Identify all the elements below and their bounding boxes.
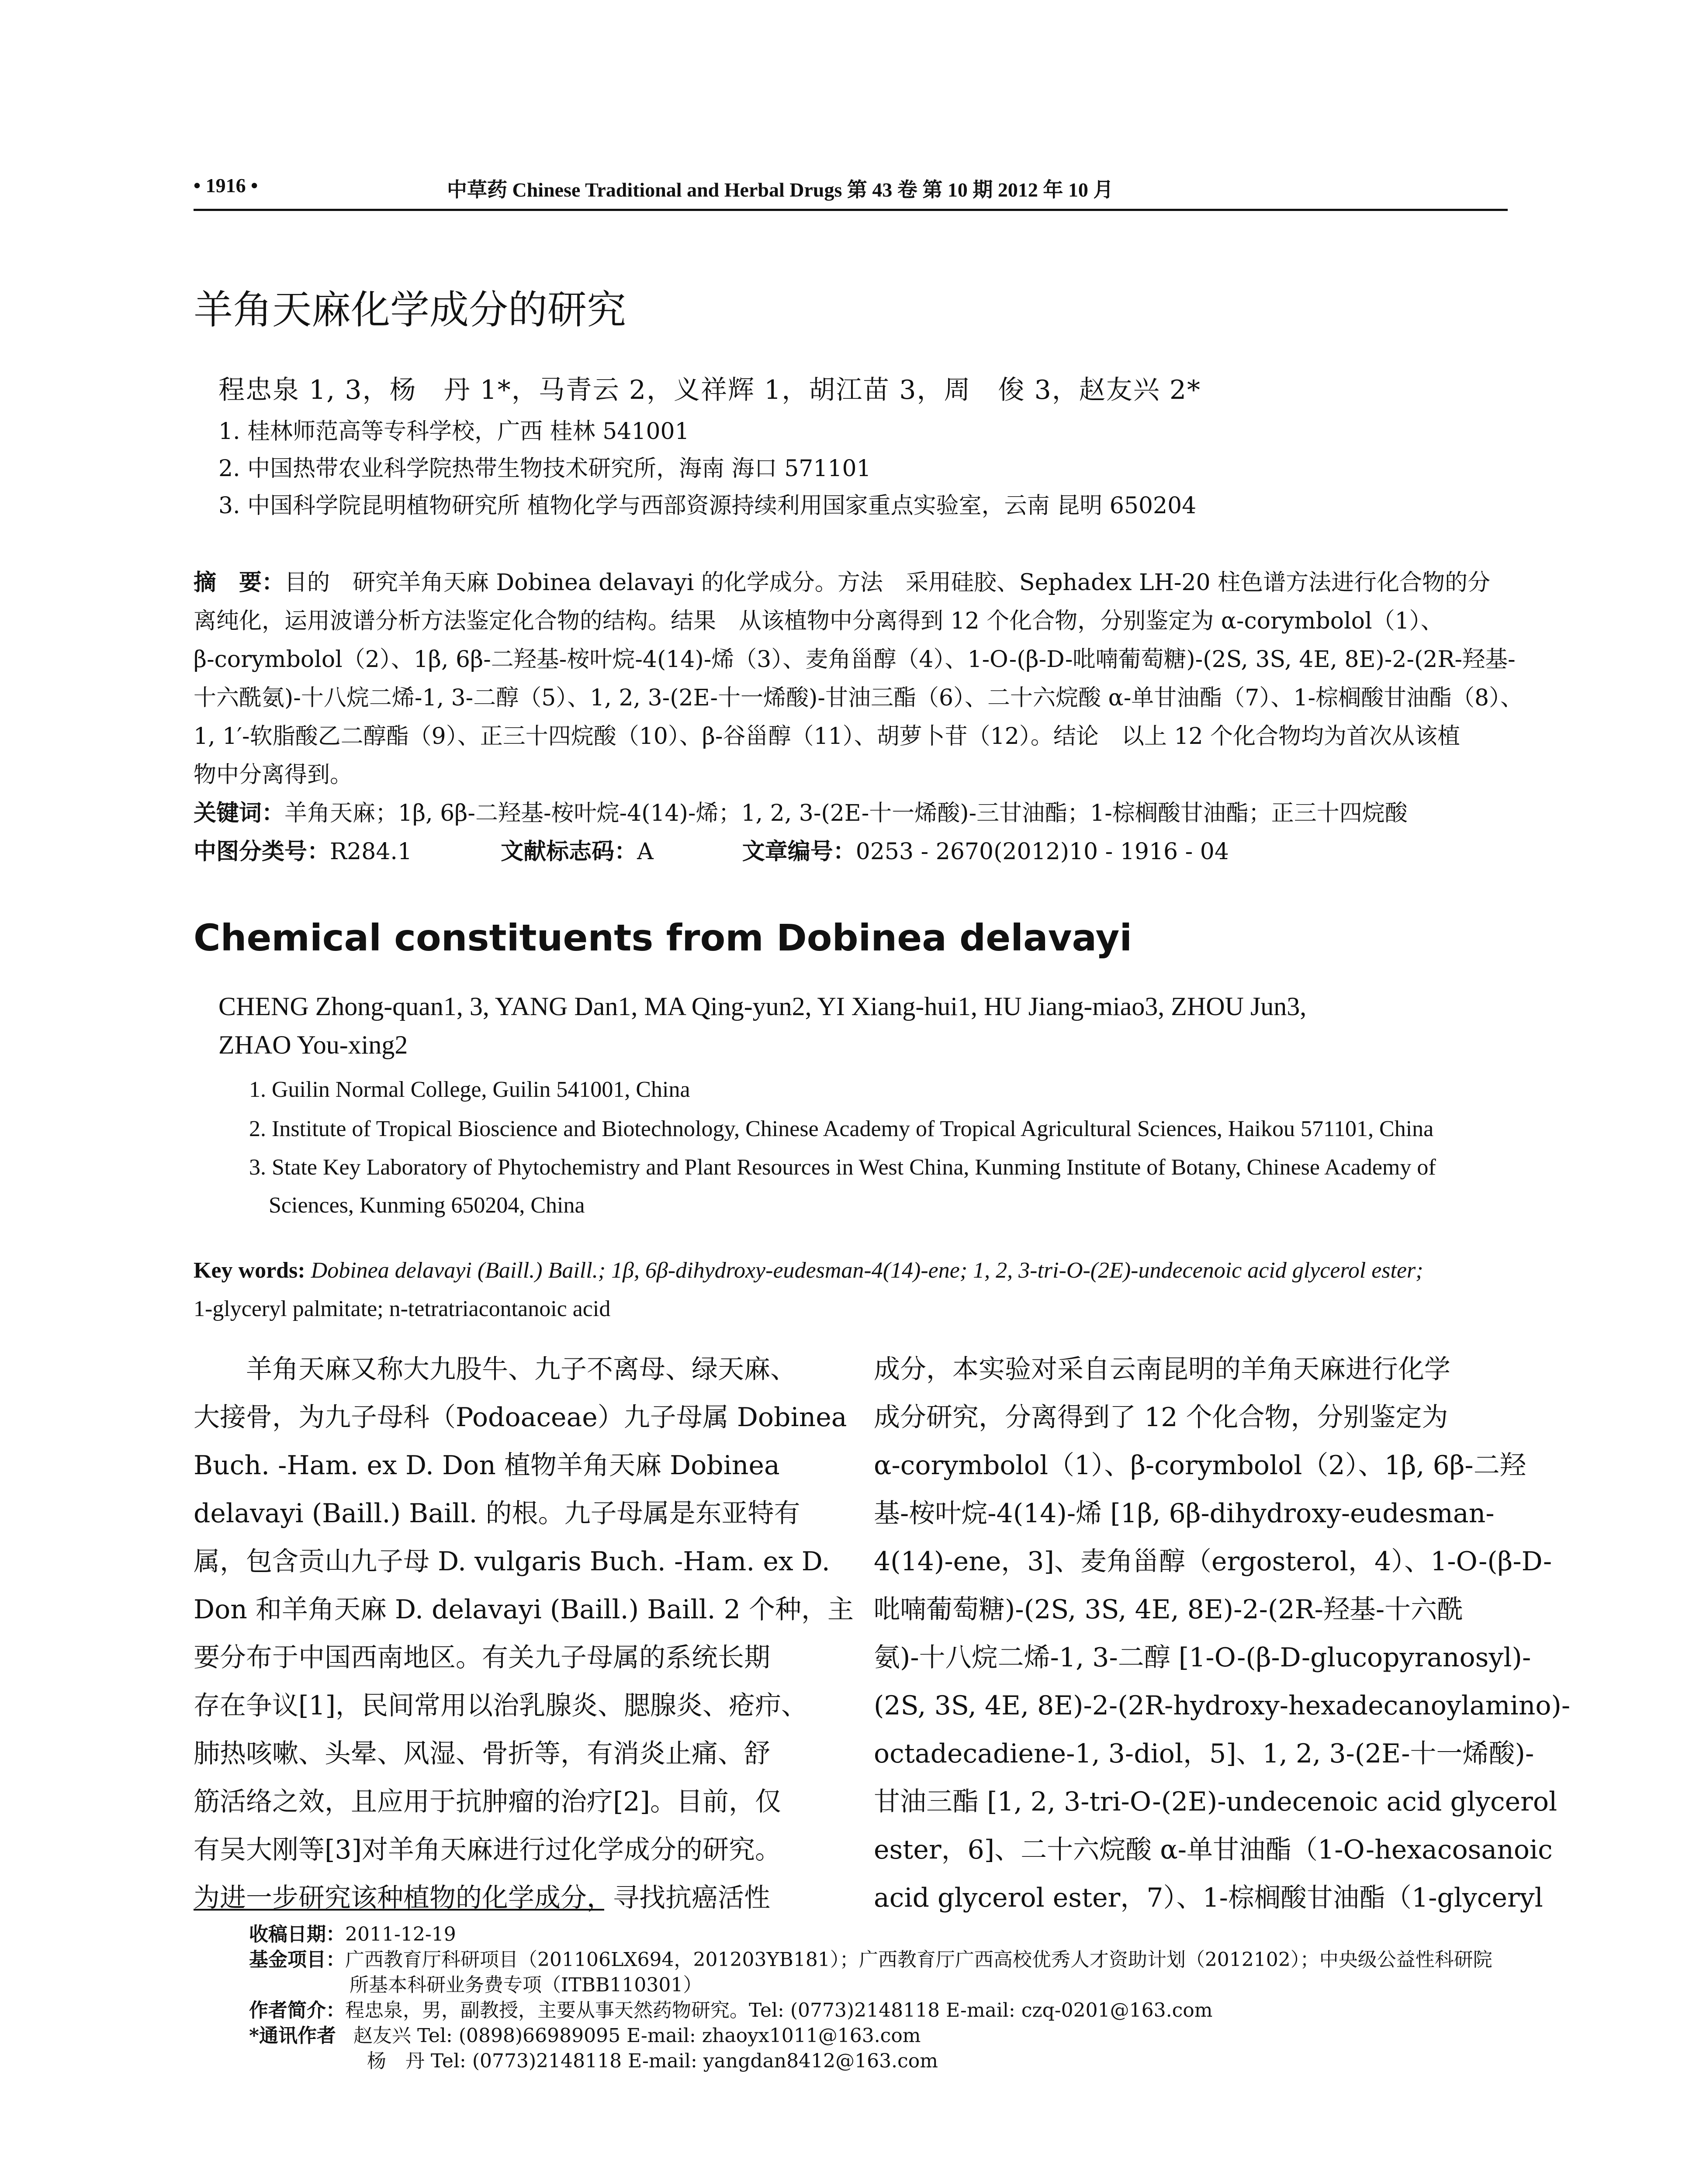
affiliation-zh-3: 3. 中国科学院昆明植物研究所 植物化学与西部资源持续利用国家重点实验室，云南 昆明 650204 [218,493,1197,519]
classification-line [194,833,1508,871]
affiliation-en-3-cont: Sciences, Kunming 650204, China [269,1193,585,1218]
body-line: 吡喃葡萄糖)-(2S, 3S, 4E, 8E)-2-(2R-羟基-十六酰 [874,1594,1464,1625]
abstract-line: β-corymbolol（2）、1β, 6β-二羟基-桉叶烷-4(14)-烯（3）、麦角甾醇（4）、1-O-(β-D-吡喃葡萄糖)-(2S, 3S, 4E, 8E)-2-(2R-羟基- [194,646,1516,673]
affiliation-en-3: 3. State Key Laboratory of Phytochemistry and Plant Resources in West China, Kunming Institute of Botany, Chinese Academy of [249,1155,1436,1180]
body-line: 筋活络之效，且应用于抗肿瘤的治疗[2]。目前，仅 [194,1787,781,1817]
keywords-en-line: 1-glyceryl palmitate; n-tetratriacontanoic acid [194,1296,611,1321]
affiliation-en-2: 2. Institute of Tropical Bioscience and Biotechnology, Chinese Academy of Tropical Agricultural Sciences, Haikou 571101, China [249,1116,1434,1141]
footnote-rule [194,1909,604,1911]
keywords-label: 关键词： [194,800,285,826]
header-rule [194,209,1508,211]
abstract-zh [194,563,1523,871]
doc-code-value: A [637,839,654,865]
body-column-left [194,1345,854,1922]
authors-en-line: ZHAO You-xing2 [218,1030,408,1059]
article-number-label: 文章编号： [742,838,856,865]
body-line: 4(14)-ene，3]、麦角甾醇（ergosterol，4）、1-O-(β-D- [874,1546,1552,1577]
body-line: α-corymbolol（1）、β-corymbolol（2）、1β, 6β-二羟 [874,1450,1526,1481]
body-column-right [874,1345,1571,1922]
affiliation-en-1: 1. Guilin Normal College, Guilin 541001, China [249,1077,690,1102]
affiliation-zh-2: 2. 中国热带农业科学院热带生物技术研究所，海南 海口 571101 [218,456,871,482]
keywords-en-label: Key words: [194,1258,305,1283]
footnote-text: 杨 丹 Tel: (0773)2148118 E-mail: yangdan8412@163.com [367,2050,938,2072]
footnote-received [249,1922,1492,1947]
authors-zh: 程忠泉 1, 3，杨 丹 1*，马青云 2，义祥辉 1，胡江苗 3，周 俊 3，赵友兴 2* [218,375,1201,405]
journal-info: 中草药 Chinese Traditional and Herbal Drugs 第 43 卷 第 10 期 2012 年 10 月 [447,179,1114,201]
body-line: ester，6]、二十六烷酸 α-单甘油酯（1-O-hexacosanoic [874,1835,1553,1865]
affiliation-zh-1: 1. 桂林师范高等专科学校，广西 桂林 541001 [218,418,689,445]
body-line: 肺热咳嗽、头晕、风湿、骨折等，有消炎止痛、舒 [194,1738,770,1769]
abstract-line: 1, 1′-软脂酸乙二醇酯（9）、正三十四烷酸（10）、β-谷甾醇（11）、胡萝卜苷（12）。结论 以上 12 个化合物均为首次从该植 [194,723,1461,750]
running-header [194,174,1508,209]
body-line: 为进一步研究该种植物的化学成分，寻找抗癌活性 [194,1883,770,1913]
abstract-line: 十六酰氨)-十八烷二烯-1, 3-二醇（5）、1, 2, 3-(2E-十一烯酸)-甘油三酯（6）、二十六烷酸 α-单甘油酯（7）、1-棕榈酸甘油酯（8）、 [194,685,1523,711]
body-line: 属，包含贡山九子母 D. vulgaris Buch. -Ham. ex D. [194,1546,830,1577]
abstract-line: 目的 研究羊角天麻 Dobinea delavayi 的化学成分。方法 采用硅胶、Sephadex LH-20 柱色谱方法进行化合物的分 [284,570,1491,596]
footnote-text: 2011-12-19 [345,1923,456,1946]
body-line: 要分布于中国西南地区。有关九子母属的系统长期 [194,1642,770,1673]
body-line: 氨)-十八烷二烯-1, 3-二醇 [1-O-(β-D-glucopyranosyl)- [874,1642,1531,1673]
footnote-text: 程忠泉，男，副教授，主要从事天然药物研究。Tel: (0773)2148118 E-mail: czq-0201@163.com [345,1999,1213,2022]
footnote-author-bio [249,1998,1492,2023]
authors-en [218,987,1306,1064]
body-line: 存在争议[1]，民间常用以治乳腺炎、腮腺炎、疮疖、 [194,1690,807,1721]
footnote-text: 广西教育厅科研项目（201106LX694，201203YB181）；广西教育厅广西高校优秀人才资助计划（2012102）；中央级公益性科研院 [345,1949,1492,1971]
authors-en-line: CHENG Zhong-quan1, 3, YANG Dan1, MA Qing-yun2, YI Xiang-hui1, HU Jiang-miao3, ZHOU Jun3, [218,992,1307,1021]
body-line: 甘油三酯 [1, 2, 3-tri-O-(2E)-undecenoic acid glycerol [874,1787,1558,1817]
body-line: octadecadiene-1, 3-diol，5]、1, 2, 3-(2E-十一烯酸)- [874,1738,1534,1769]
clc-label: 中图分类号： [194,838,330,865]
body-line: 成分，本实验对采自云南昆明的羊角天麻进行化学 [874,1354,1450,1385]
footnote-text: 所基本科研业务费专项（ITBB110301） [350,1974,703,1996]
keywords-text: 羊角天麻；1β, 6β-二羟基-桉叶烷-4(14)-烯；1, 2, 3-(2E-十一烯酸)-三甘油酯；1-棕榈酸甘油酯；正三十四烷酸 [284,800,1408,826]
abstract-label: 摘 要： [194,569,285,596]
footnote-label: 收稿日期： [249,1923,345,1946]
clc-value: R284.1 [330,839,412,865]
keywords-zh [194,794,1508,833]
page-number: • 1916 • [194,174,258,197]
body-line: 成分研究，分离得到了 12 个化合物，分别鉴定为 [874,1402,1448,1433]
body-line: acid glycerol ester，7）、1-棕榈酸甘油酯（1-glyceryl [874,1883,1543,1913]
body-line: (2S, 3S, 4E, 8E)-2-(2R-hydroxy-hexadecanoylamino)- [874,1690,1571,1721]
body-line: Don 和羊角天麻 D. delavayi (Baill.) Baill. 2 个种，主 [194,1594,854,1625]
footnotes [249,1922,1492,2074]
body-line: 有吴大刚等[3]对羊角天麻进行过化学成分的研究。 [194,1835,781,1865]
footnote-label: 基金项目： [249,1949,345,1971]
body-line: delavayi (Baill.) Baill. 的根。九子母属是东亚特有 [194,1498,800,1529]
article-title-en: Chemical constituents from Dobinea delavayi [194,916,1132,959]
keywords-en [194,1251,1508,1328]
footnote-label: 作者简介： [249,1999,345,2022]
footnote-label: *通讯作者 [249,2025,336,2047]
abstract-line: 离纯化，运用波谱分析方法鉴定化合物的结构。结果 从该植物中分离得到 12 个化合物，分别鉴定为 α-corymbolol（1）、 [194,608,1443,634]
body-line: 羊角天麻又称大九股牛、九子不离母、绿天麻、 [194,1354,796,1385]
doc-code-label: 文献标志码： [501,838,637,865]
body-line: Buch. -Ham. ex D. Don 植物羊角天麻 Dobinea [194,1450,780,1481]
footnote-funding-cont [249,1973,1492,1998]
footnote-corresponding [249,2023,1492,2049]
body-line: 大接骨，为九子母科（Podoaceae）九子母属 Dobinea [194,1402,847,1433]
keywords-en-line: Dobinea delavayi (Baill.) Baill.; 1β, 6β-dihydroxy-eudesman-4(14)-ene; 1, 2, 3-tri-O-(2E)-undecenoic acid glycerol ester; [311,1258,1423,1283]
footnote-text: 赵友兴 Tel: (0898)66989095 E-mail: zhaoyx1011@163.com [353,2025,921,2047]
body-line: 基-桉叶烷-4(14)-烯 [1β, 6β-dihydroxy-eudesman- [874,1498,1495,1529]
footnote-corresponding-cont [249,2049,1492,2074]
abstract-line: 物中分离得到。 [194,762,353,788]
footnote-funding [249,1947,1492,1973]
article-number-value: 0253 - 2670(2012)10 - 1916 - 04 [855,839,1229,865]
article-title-zh: 羊角天麻化学成分的研究 [194,287,626,333]
